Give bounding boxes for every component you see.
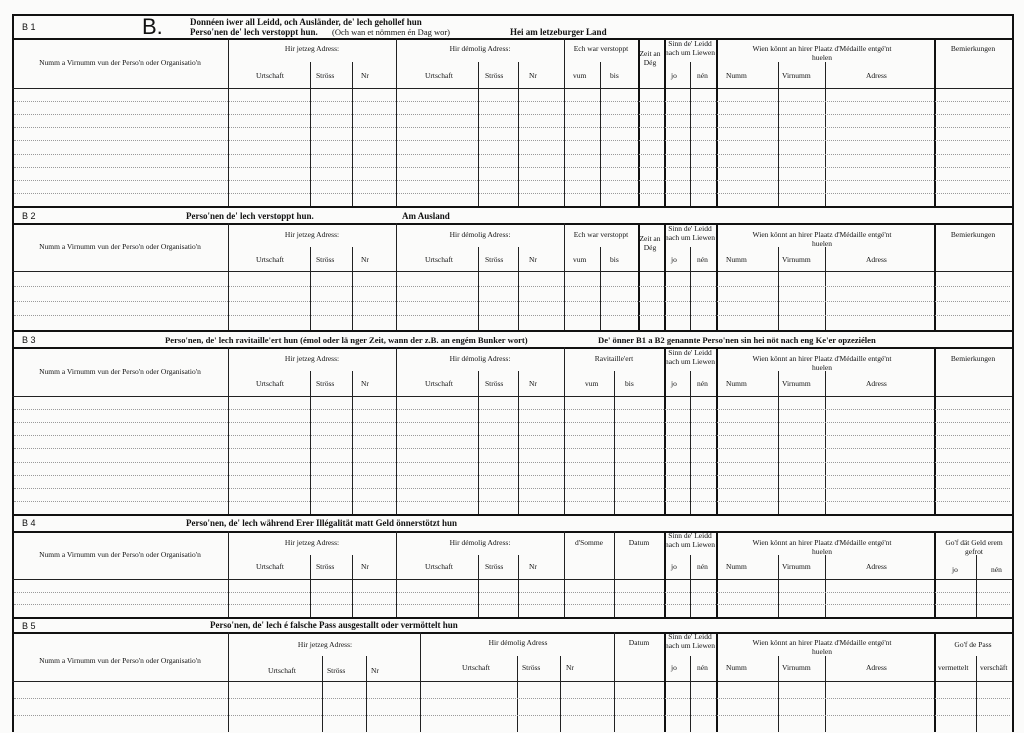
grid-vline (934, 632, 936, 732)
col-alive: Sinn de' Leidd nach um Liewen (665, 224, 715, 242)
col-supplied: Ravitaille'ert (594, 354, 634, 363)
col-remarks: Bemierkungen (950, 230, 996, 239)
grid-hline (14, 422, 1010, 423)
grid-vline (478, 62, 479, 206)
grid-vline (518, 62, 519, 206)
section-title-extra: Am Ausland (402, 211, 450, 221)
col-to: bis (625, 379, 634, 388)
grid-vline (716, 223, 718, 330)
header-rule (12, 38, 1012, 40)
col-nr: Nr (371, 666, 379, 675)
grid-vline (352, 247, 353, 330)
col-pass-issued: vermettelt (938, 663, 969, 672)
grid-vline (310, 555, 311, 617)
col-date: Datum (628, 638, 650, 647)
grid-vline (614, 632, 615, 732)
col-medal-first: Virnumm (782, 255, 811, 264)
col-no: nén (697, 255, 708, 264)
grid-vline (600, 247, 601, 330)
grid-hline (14, 435, 1010, 436)
header-rule (12, 632, 1012, 634)
col-medal-first: Virnumm (782, 379, 811, 388)
grid-vline (825, 555, 826, 617)
col-medal-address: Adress (866, 71, 887, 80)
grid-hline (14, 592, 1010, 593)
grid-vline (228, 632, 229, 732)
col-yes: jo (671, 562, 677, 571)
col-nr: Nr (529, 562, 537, 571)
grid-vline (690, 656, 691, 732)
grid-vline (600, 62, 601, 206)
col-ort: Urtschaft (425, 71, 453, 80)
grid-hline (14, 475, 1010, 476)
col-medal: Wien könnt an hirer Plaatz d'Médaille entgé'nt huelen (752, 230, 892, 248)
col-nr: Nr (529, 379, 537, 388)
grid-hline (14, 114, 1010, 115)
grid-vline (934, 223, 936, 330)
col-former-address: Hir démolig Adress: (449, 354, 511, 363)
grid-hline (14, 448, 1010, 449)
grid-hline (14, 462, 1010, 463)
grid-hline (14, 715, 1010, 716)
grid-vline (778, 656, 779, 732)
col-to: bis (610, 71, 619, 80)
col-former-address: Hir démolig Adress (488, 638, 548, 647)
grid-vline (310, 62, 311, 206)
col-no: nén (697, 379, 708, 388)
col-ort: Urtschaft (256, 562, 284, 571)
col-nr: Nr (529, 71, 537, 80)
col-medal-name: Numm (726, 379, 747, 388)
grid-hline (14, 286, 1010, 287)
col-from: vum (573, 255, 587, 264)
grid-vline (690, 247, 691, 330)
grid-vline (518, 555, 519, 617)
rule (12, 271, 1012, 272)
col-money-yes: jo (952, 565, 958, 574)
col-former-address: Hir démolig Adress: (449, 44, 511, 53)
form-letter: B. (142, 14, 163, 39)
section-title: Perso'nen, de' lech während Erer Illégalität matt Geld önnerstötzt hun (186, 518, 457, 528)
grid-vline (690, 62, 691, 206)
col-medal-first: Virnumm (782, 71, 811, 80)
col-former-address: Hir démolig Adress: (449, 538, 511, 547)
col-medal-first: Virnumm (782, 663, 811, 672)
col-yes: jo (671, 71, 677, 80)
grid-hline (14, 301, 1010, 302)
section-title-extra: Hei am letzeburger Land (510, 27, 607, 37)
rule (12, 88, 1012, 89)
grid-hline (14, 409, 1010, 410)
col-current-address: Hir jetzeg Adress: (284, 230, 340, 239)
grid-hline (14, 604, 1010, 605)
col-medal-name: Numm (726, 255, 747, 264)
col-street: Ströss (485, 379, 504, 388)
col-nr: Nr (529, 255, 537, 264)
grid-vline (478, 371, 479, 514)
col-ort: Urtschaft (425, 255, 453, 264)
col-money-no: nén (991, 565, 1002, 574)
col-from: vum (585, 379, 599, 388)
grid-vline (778, 371, 779, 514)
section-id: B 3 (22, 335, 36, 345)
col-sum: d'Somme (574, 538, 604, 547)
col-name: Numm a Virnumm vun der Perso'n oder Organisatio'n (39, 367, 201, 376)
col-current-address: Hir jetzeg Adress: (297, 640, 353, 649)
grid-vline (664, 223, 666, 330)
col-name: Numm a Virnumm vun der Perso'n oder Organisatio'n (39, 550, 201, 559)
section-id: B 2 (22, 211, 36, 221)
grid-vline (517, 656, 518, 732)
grid-hline (14, 501, 1010, 502)
section-title: Perso'nen de' lech verstoppt hun. (186, 211, 314, 221)
grid-vline (614, 371, 615, 514)
col-medal: Wien könnt an hirer Plaatz d'Médaille entgé'nt huelen (752, 638, 892, 656)
col-ort: Urtschaft (256, 71, 284, 80)
grid-vline (690, 555, 691, 617)
col-medal: Wien könnt an hirer Plaatz d'Médaille entgé'nt huelen (752, 354, 892, 372)
grid-vline (518, 371, 519, 514)
grid-vline (310, 247, 311, 330)
col-date: Datum (628, 538, 650, 547)
grid-vline (396, 223, 397, 330)
grid-hline (14, 127, 1010, 128)
grid-hline (14, 167, 1010, 168)
grid-vline (352, 62, 353, 206)
section-bottom (12, 206, 1012, 208)
grid-vline (778, 555, 779, 617)
col-current-address: Hir jetzeg Adress: (284, 538, 340, 547)
col-no: nén (697, 663, 708, 672)
col-alive: Sinn de' Leidd nach um Liewen (665, 348, 715, 366)
col-pass-made: verschäft (980, 663, 1008, 672)
col-yes: jo (671, 255, 677, 264)
grid-hline (14, 698, 1010, 699)
col-street: Ströss (316, 379, 335, 388)
col-to: bis (610, 255, 619, 264)
grid-vline (976, 656, 977, 732)
col-alive: Sinn de' Leidd nach um Liewen (665, 39, 715, 57)
header-rule (12, 223, 1012, 225)
col-money-question: Go'f dät Geld erem gefrot (945, 538, 1003, 556)
col-pass-question: Go'f de Pass (954, 640, 992, 649)
col-no: nén (697, 562, 708, 571)
col-nr: Nr (566, 663, 574, 672)
col-hidden: Ech war verstoppt (573, 44, 629, 53)
section-id: B 4 (22, 518, 36, 528)
section-title: Perso'nen, de' lech é falsche Pass ausgestallt oder vermöttelt hun (210, 620, 458, 630)
col-ort: Urtschaft (256, 255, 284, 264)
grid-vline (228, 223, 229, 330)
grid-vline (352, 555, 353, 617)
col-nr: Nr (361, 562, 369, 571)
section-id: B 5 (22, 621, 36, 631)
grid-vline (310, 371, 311, 514)
header-rule (12, 531, 1012, 533)
grid-vline (564, 223, 565, 330)
grid-vline (825, 371, 826, 514)
rule (12, 681, 1012, 682)
col-street: Ströss (316, 71, 335, 80)
col-medal-address: Adress (866, 379, 887, 388)
grid-hline (14, 180, 1010, 181)
grid-vline (420, 632, 421, 732)
col-street: Ströss (485, 255, 504, 264)
section-id: B 1 (22, 22, 36, 32)
col-alive: Sinn de' Leidd nach um Liewen (665, 632, 715, 650)
col-street: Ströss (316, 562, 335, 571)
grid-vline (778, 62, 779, 206)
section-title-extra: De' önner B1 a B2 genannte Perso'nen sin hei nöt nach eng Ke'er opzeziélen (598, 335, 876, 345)
outer-right (1012, 14, 1014, 732)
grid-vline (322, 656, 323, 732)
col-medal-name: Numm (726, 562, 747, 571)
col-yes: jo (671, 379, 677, 388)
col-from: vum (573, 71, 587, 80)
section-title-note: (Och wan et nömmen én Dag wor) (332, 27, 451, 37)
rule (12, 396, 1012, 397)
col-medal-address: Adress (866, 255, 887, 264)
col-no: nén (697, 71, 708, 80)
col-medal-name: Numm (726, 663, 747, 672)
col-days: Zeit an Dég (639, 234, 661, 252)
col-remarks: Bemierkungen (950, 354, 996, 363)
grid-vline (560, 656, 561, 732)
section-bottom (12, 330, 1012, 332)
col-medal-first: Virnumm (782, 562, 811, 571)
grid-vline (690, 371, 691, 514)
section-bottom (12, 514, 1012, 516)
col-ort: Urtschaft (462, 663, 490, 672)
col-nr: Nr (361, 255, 369, 264)
grid-vline (778, 247, 779, 330)
col-name: Numm a Virnumm vun der Perso'n oder Organisatio'n (39, 58, 201, 67)
col-medal-address: Adress (866, 663, 887, 672)
col-street: Ströss (327, 666, 346, 675)
col-ort: Urtschaft (425, 379, 453, 388)
col-current-address: Hir jetzeg Adress: (284, 44, 340, 53)
col-medal: Wien könnt an hirer Plaatz d'Médaille entgé'nt huelen (752, 44, 892, 62)
col-nr: Nr (361, 379, 369, 388)
section-title-line2: Perso'nen de' lech verstoppt hun. (190, 27, 318, 37)
col-street: Ströss (485, 562, 504, 571)
col-ort: Urtschaft (268, 666, 296, 675)
col-current-address: Hir jetzeg Adress: (284, 354, 340, 363)
col-name: Numm a Virnumm vun der Perso'n oder Organisatio'n (39, 656, 201, 665)
col-ort: Urtschaft (256, 379, 284, 388)
grid-vline (352, 371, 353, 514)
grid-vline (478, 247, 479, 330)
grid-vline (976, 555, 977, 617)
grid-vline (825, 656, 826, 732)
grid-vline (638, 223, 640, 330)
col-ort: Urtschaft (425, 562, 453, 571)
grid-vline (366, 656, 367, 732)
grid-hline (14, 140, 1010, 141)
col-alive: Sinn de' Leidd nach um Liewen (665, 531, 715, 549)
grid-vline (664, 632, 666, 732)
grid-vline (825, 62, 826, 206)
grid-hline (14, 193, 1010, 194)
col-remarks: Bemierkungen (950, 44, 996, 53)
col-name: Numm a Virnumm vun der Perso'n oder Organisatio'n (39, 242, 201, 251)
grid-vline (825, 247, 826, 330)
section-bottom (12, 617, 1012, 619)
col-street: Ströss (522, 663, 541, 672)
grid-hline (14, 488, 1010, 489)
col-medal: Wien könnt an hirer Plaatz d'Médaille entgé'nt huelen (752, 538, 892, 556)
col-street: Ströss (485, 71, 504, 80)
col-nr: Nr (361, 71, 369, 80)
section-title: Perso'nen, de' lech ravitaille'ert hun (émol oder lä nger Zeit, wann der z.B. an engém Bunker wort) (165, 335, 528, 345)
col-days: Zeit an Dég (639, 49, 661, 67)
grid-vline (478, 555, 479, 617)
col-former-address: Hir démolig Adress: (449, 230, 511, 239)
section-title: Donnéen iwer all Leidd, och Ausländer, de' lech gehollef hun (190, 17, 422, 27)
grid-hline (14, 154, 1010, 155)
grid-hline (14, 315, 1010, 316)
grid-hline (14, 101, 1010, 102)
grid-vline (518, 247, 519, 330)
col-hidden: Ech war verstoppt (573, 230, 629, 239)
rule (12, 579, 1012, 580)
col-medal-address: Adress (866, 562, 887, 571)
header-rule (12, 347, 1012, 349)
col-yes: jo (671, 663, 677, 672)
col-street: Ströss (316, 255, 335, 264)
col-medal-name: Numm (726, 71, 747, 80)
grid-vline (716, 632, 718, 732)
